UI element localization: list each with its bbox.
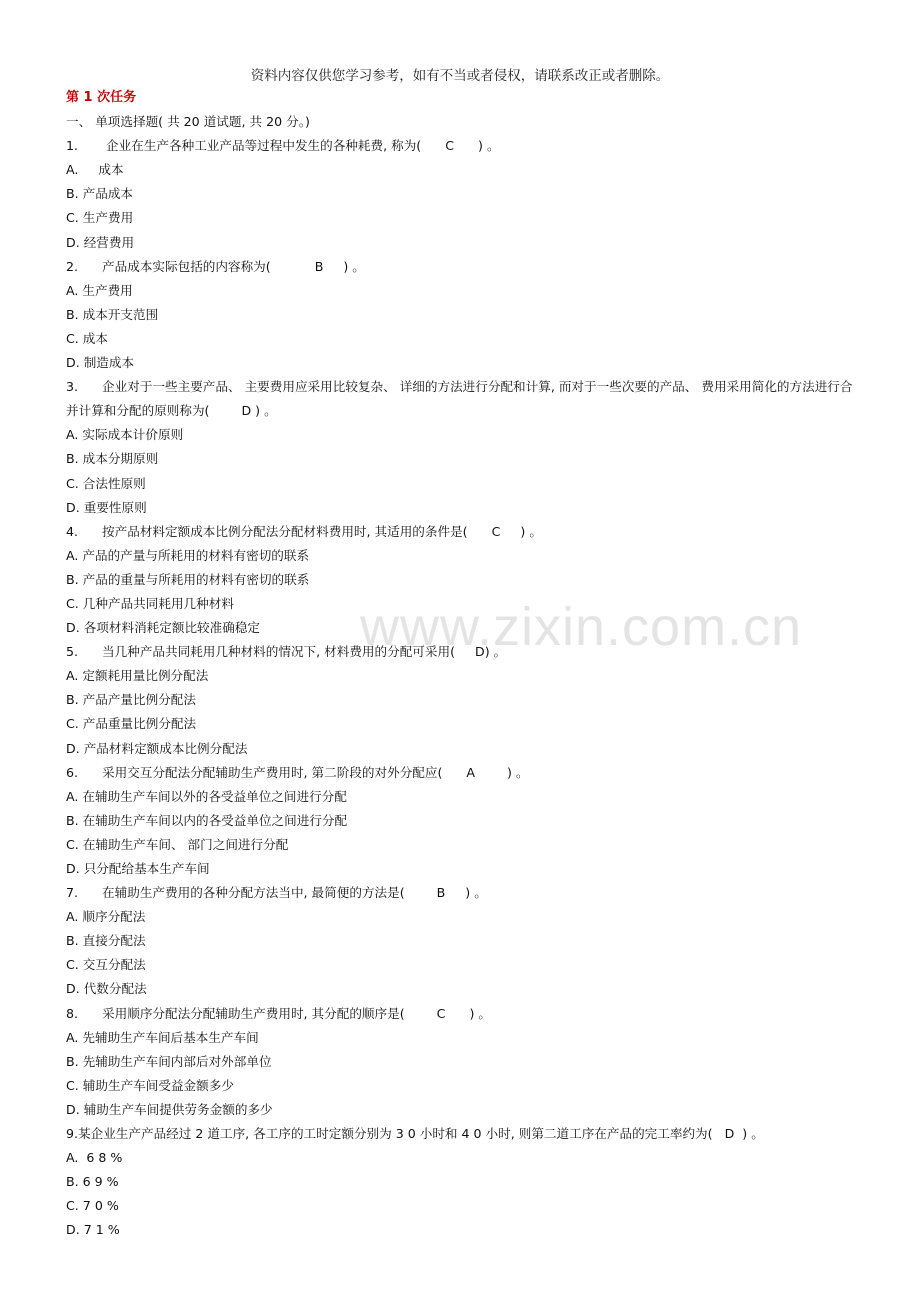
section-title: 一、 单项选择题( 共 20 道试题, 共 20 分。) bbox=[66, 114, 310, 130]
question-text: 5. 当几种产品共同耗用几种材料的情况下, 材料费用的分配可采用( D) 。 bbox=[66, 644, 507, 660]
answer-option: C. 在辅助生产车间、 部门之间进行分配 bbox=[66, 836, 289, 852]
answer-option: D. 辅助生产车间提供劳务金额的多少 bbox=[66, 1101, 273, 1117]
question-item bbox=[66, 881, 856, 1001]
answer-option: B. 直接分配法 bbox=[66, 933, 146, 949]
document-body bbox=[66, 86, 856, 1243]
page-header-notice: 资料内容仅供您学习参考，如有不当或者侵权，请联系改正或者删除。 bbox=[250, 68, 670, 84]
question-text: 1. 企业在生产各种工业产品等过程中发生的各种耗费, 称为( C ) 。 bbox=[66, 138, 500, 154]
answer-option: D. 产品材料定额成本比例分配法 bbox=[66, 740, 248, 756]
answer-option: B. 成本开支范围 bbox=[66, 306, 159, 322]
answer-option: D. 制造成本 bbox=[66, 355, 135, 371]
answer-option: A. 实际成本计价原则 bbox=[66, 427, 184, 443]
answer-option: A. 生产费用 bbox=[66, 282, 133, 298]
question-item bbox=[66, 1122, 856, 1242]
question-text: 8. 采用顺序分配法分配辅助生产费用时, 其分配的顺序是( C ) 。 bbox=[66, 1005, 491, 1021]
answer-option: D. 重要性原则 bbox=[66, 499, 147, 515]
watermark: www.zixin.com.cn bbox=[360, 597, 803, 657]
answer-option: A. 在辅助生产车间以外的各受益单位之间进行分配 bbox=[66, 788, 347, 804]
answer-option: C. 几种产品共同耗用几种材料 bbox=[66, 595, 234, 611]
answer-option: C. 产品重量比例分配法 bbox=[66, 716, 197, 732]
answer-option: D. 7 1 % bbox=[66, 1222, 120, 1238]
question-item bbox=[66, 640, 856, 760]
answer-option: B. 产品产量比例分配法 bbox=[66, 692, 196, 708]
answer-option: D. 只分配给基本生产车间 bbox=[66, 861, 210, 876]
answer-option: A. 6 8 % bbox=[66, 1150, 123, 1166]
answer-option: B. 先辅助生产车间内部后对外部单位 bbox=[66, 1053, 272, 1069]
answer-option: A. 定额耗用量比例分配法 bbox=[66, 668, 209, 684]
answer-option: D. 代数分配法 bbox=[66, 981, 147, 997]
answer-option: D. 经营费用 bbox=[66, 234, 135, 250]
question-item bbox=[66, 375, 856, 520]
question-text: 9.某企业生产产品经过 2 道工序, 各工序的工时定额分别为 3 0 小时和 4 0 小时, 则第二道工序在产品的完工率约为( D ) 。 bbox=[66, 1126, 764, 1142]
answer-option: A. 先辅助生产车间后基本生产车间 bbox=[66, 1029, 259, 1045]
question-text: 2. 产品成本实际包括的内容称为( B ) 。 bbox=[66, 258, 365, 274]
question-text: 7. 在辅助生产费用的各种分配方法当中, 最简便的方法是( B ) 。 bbox=[66, 885, 487, 901]
question-item bbox=[66, 134, 856, 254]
question-item bbox=[66, 520, 856, 640]
answer-option: C. 交互分配法 bbox=[66, 957, 146, 973]
answer-option: D. 各项材料消耗定额比较准确稳定 bbox=[66, 620, 261, 636]
question-text: 4. 按产品材料定额成本比例分配法分配材料费用时, 其适用的条件是( C ) 。 bbox=[66, 523, 542, 539]
question-item bbox=[66, 255, 856, 375]
answer-option: B. 产品的重量与所耗用的材料有密切的联系 bbox=[66, 571, 310, 587]
answer-option: C. 成本 bbox=[66, 330, 108, 346]
question-list bbox=[66, 134, 856, 1242]
answer-option: B. 产品成本 bbox=[66, 186, 134, 202]
answer-option: C. 辅助生产车间受益金额多少 bbox=[66, 1077, 234, 1093]
answer-option: A. 产品的产量与所耗用的材料有密切的联系 bbox=[66, 547, 310, 563]
answer-option: B. 6 9 % bbox=[66, 1174, 119, 1190]
question-text: 3. 企业对于一些主要产品、 主要费用应采用比较复杂、 详细的方法进行分配和计算, 而对于一些次要的产品、 费用采用简化的方法进行合并计算和分配的原则称为( D ) 。 bbox=[66, 379, 853, 419]
answer-option: C. 生产费用 bbox=[66, 210, 134, 226]
question-text: 6. 采用交互分配法分配辅助生产费用时, 第二阶段的对外分配应( A ) 。 bbox=[66, 764, 529, 780]
answer-option: A. 成本 bbox=[66, 162, 124, 178]
answer-option: C. 合法性原则 bbox=[66, 475, 146, 491]
answer-option: B. 成本分期原则 bbox=[66, 451, 159, 467]
question-item bbox=[66, 1002, 856, 1122]
answer-option: A. 顺序分配法 bbox=[66, 909, 146, 925]
answer-option: C. 7 0 % bbox=[66, 1198, 119, 1214]
task-title: 第 1 次任务 bbox=[66, 90, 137, 105]
answer-option: B. 在辅助生产车间以内的各受益单位之间进行分配 bbox=[66, 812, 348, 828]
question-item bbox=[66, 761, 856, 881]
